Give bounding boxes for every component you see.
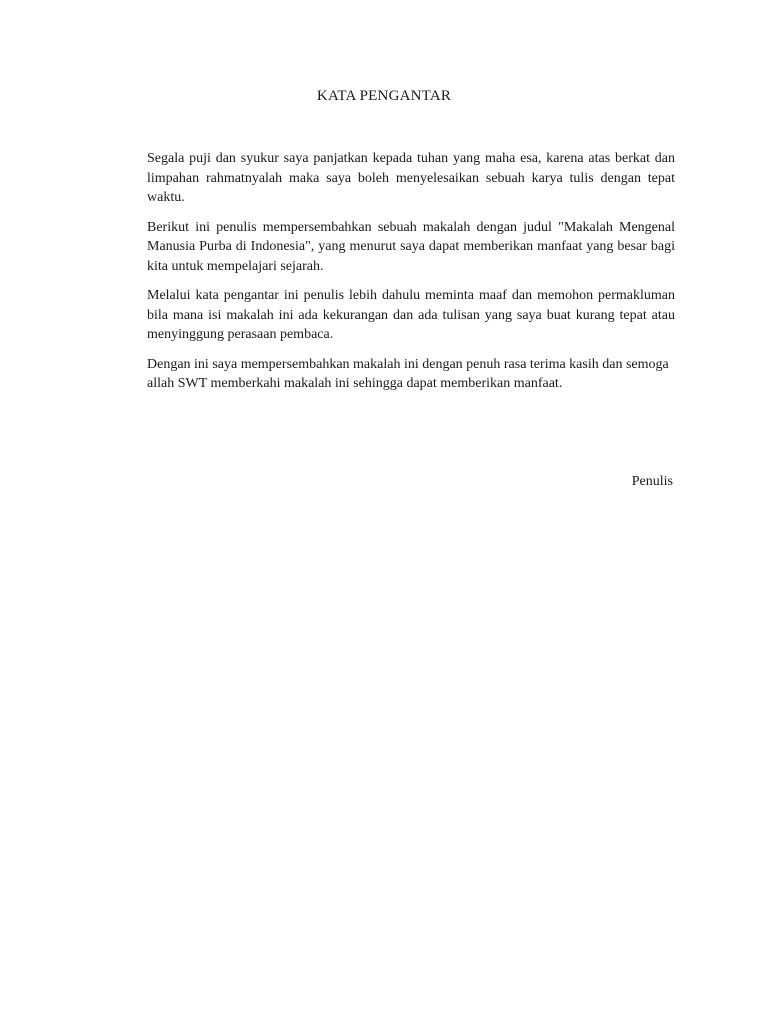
- paragraph-2: Berikut ini penulis mempersembahkan sebuah makalah dengan judul "Makalah Mengenal Manusia Purba di Indonesia", yang menurut saya dapat memberikan manfaat yang besar bagi kita untuk mempelajari sejarah.: [147, 219, 675, 274]
- signature-author: Penulis: [631, 474, 673, 489]
- document-body: [147, 149, 675, 404]
- paragraph-4: Dengan ini saya mempersembahkan makalah ini dengan penuh rasa terima kasih dan semoga allah SWT memberkahi makalah ini sehingga dapat memberikan manfaat.: [147, 356, 669, 391]
- paragraph-3: Melalui kata pengantar ini penulis lebih dahulu meminta maaf dan memohon permakluman bila mana isi makalah ini ada kekurangan dan ada tulisan yang saya buat kurang tepat atau menyinggung perasaan pembaca.: [147, 288, 675, 342]
- paragraph-1: Segala puji dan syukur saya panjatkan kepada tuhan yang maha esa, karena atas berkat dan limpahan rahmatnyalah maka saya boleh menyelesaikan sebuah karya tulis dengan tepat waktu.: [147, 151, 675, 205]
- page-title: KATA PENGANTAR: [316, 88, 452, 104]
